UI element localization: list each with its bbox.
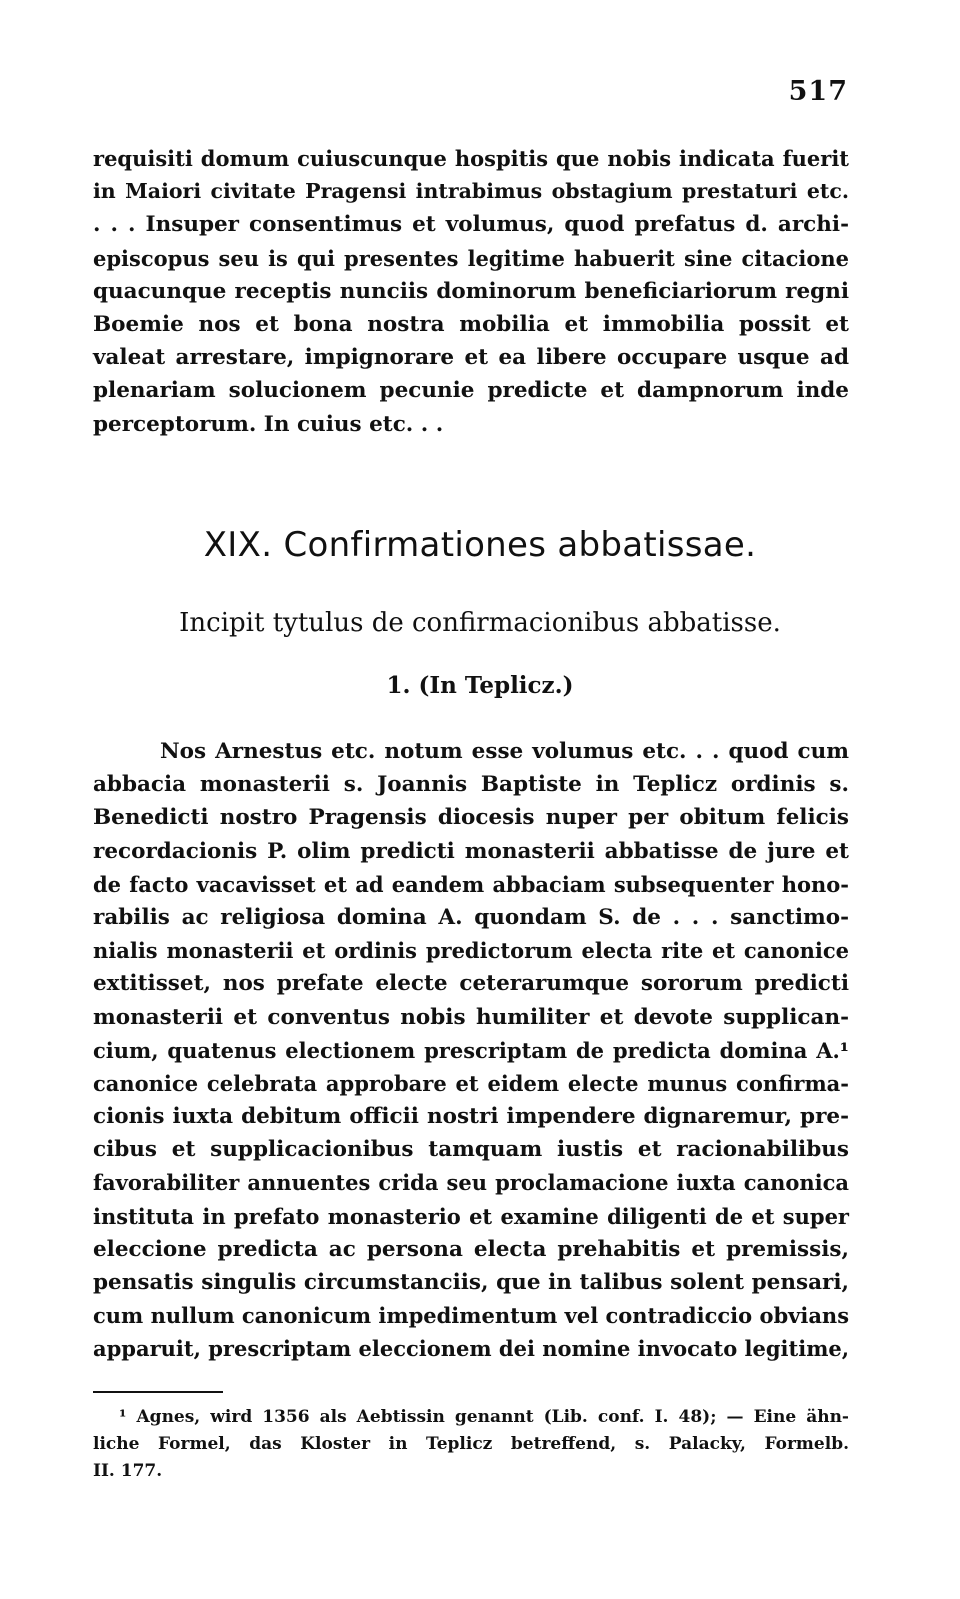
text-line: plenariam solucionem pecunie predicte et dampnorum inde: [93, 378, 849, 404]
section-heading: XIX. Confirmationes abbatissae.: [203, 525, 757, 565]
footnote-line: liche Formel, das Kloster in Teplicz betreffend, s. Palacky, Formelb.: [93, 1434, 849, 1454]
text-line: valeat arrestare, impignorare et ea libere occupare usque ad: [93, 345, 849, 371]
page-number: 517: [788, 76, 848, 107]
text-line: monasterii et conventus nobis humiliter et devote supplican-: [93, 1004, 849, 1030]
document-heading: 1. (In Teplicz.): [386, 672, 574, 699]
footnote: [93, 1404, 849, 1485]
text-line: nialis monasterii et ordinis predictorum electa rite et canonice: [93, 938, 849, 964]
opening-paragraph: [93, 142, 849, 441]
text-line: . . . Insuper consentimus et volumus, quod prefatus d. archi-: [93, 212, 849, 238]
text-line: favorabiliter annuentes crida seu proclamacione iuxta canonica: [93, 1170, 849, 1196]
text-line: recordacionis P. olim predicti monasterii abbatisse de jure et: [93, 838, 849, 864]
text-line: de facto vacavisset et ad eandem abbaciam subsequenter hono-: [93, 871, 849, 897]
text-line: Benedicti nostro Pragensis diocesis nuper per obitum felicis: [93, 805, 849, 831]
text-line: extitisset, nos prefate electe ceterarumque sororum predicti: [93, 971, 849, 997]
text-line: perceptorum. In cuius etc. . .: [93, 411, 444, 437]
text-line: cibus et supplicacionibus tamquam iustis et racionabilibus: [93, 1137, 849, 1163]
text-line: cum nullum canonicum impedimentum vel contradiccio obvians: [93, 1303, 850, 1329]
text-line: in Maiori civitate Pragensi intrabimus obstagium prestaturi etc.: [93, 179, 849, 204]
text-line: instituta in prefato monasterio et examine diligenti de et super: [93, 1203, 849, 1229]
text-line: cionis iuxta debitum officii nostri impendere dignaremur, pre-: [93, 1104, 849, 1130]
text-line: canonice celebrata approbare et eidem electe munus confirma-: [93, 1070, 849, 1096]
document-paragraph: [93, 735, 849, 1366]
footnote-line: ¹ Agnes, wird 1356 als Aebtissin genannt (Lib. conf. I. 48); — Eine ähn-: [119, 1407, 849, 1427]
footnote-divider: [93, 1391, 223, 1393]
footnote-line: II. 177.: [93, 1461, 163, 1481]
text-line: eleccione predicta ac persona electa prehabitis et premissis,: [93, 1236, 849, 1262]
text-line: rabilis ac religiosa domina A. quondam S. de . . . sanctimo-: [93, 904, 849, 930]
text-line: Nos Arnestus etc. notum esse volumus etc. . . quod cum: [160, 739, 849, 764]
text-line: apparuit, prescriptam eleccionem dei nomine invocato legitime,: [93, 1336, 850, 1362]
text-line: abbacia monasterii s. Joannis Baptiste in Teplicz ordinis s.: [93, 772, 849, 798]
text-line: cium, quatenus electionem prescriptam de predicta domina A.¹: [93, 1037, 849, 1063]
text-line: Boemie nos et bona nostra mobilia et immobilia possit et: [93, 311, 849, 337]
text-line: requisiti domum cuiuscunque hospitis que nobis indicata fuerit: [93, 146, 849, 171]
section-subtitle: Incipit tytulus de confirmacionibus abbatisse.: [179, 608, 781, 638]
text-line: episcopus seu is qui presentes legitime habuerit sine citacione: [93, 245, 849, 271]
text-line: quacunque receptis nunciis dominorum beneficiariorum regni: [93, 278, 849, 304]
text-line: pensatis singulis circumstanciis, que in talibus solent pensari,: [93, 1270, 849, 1295]
